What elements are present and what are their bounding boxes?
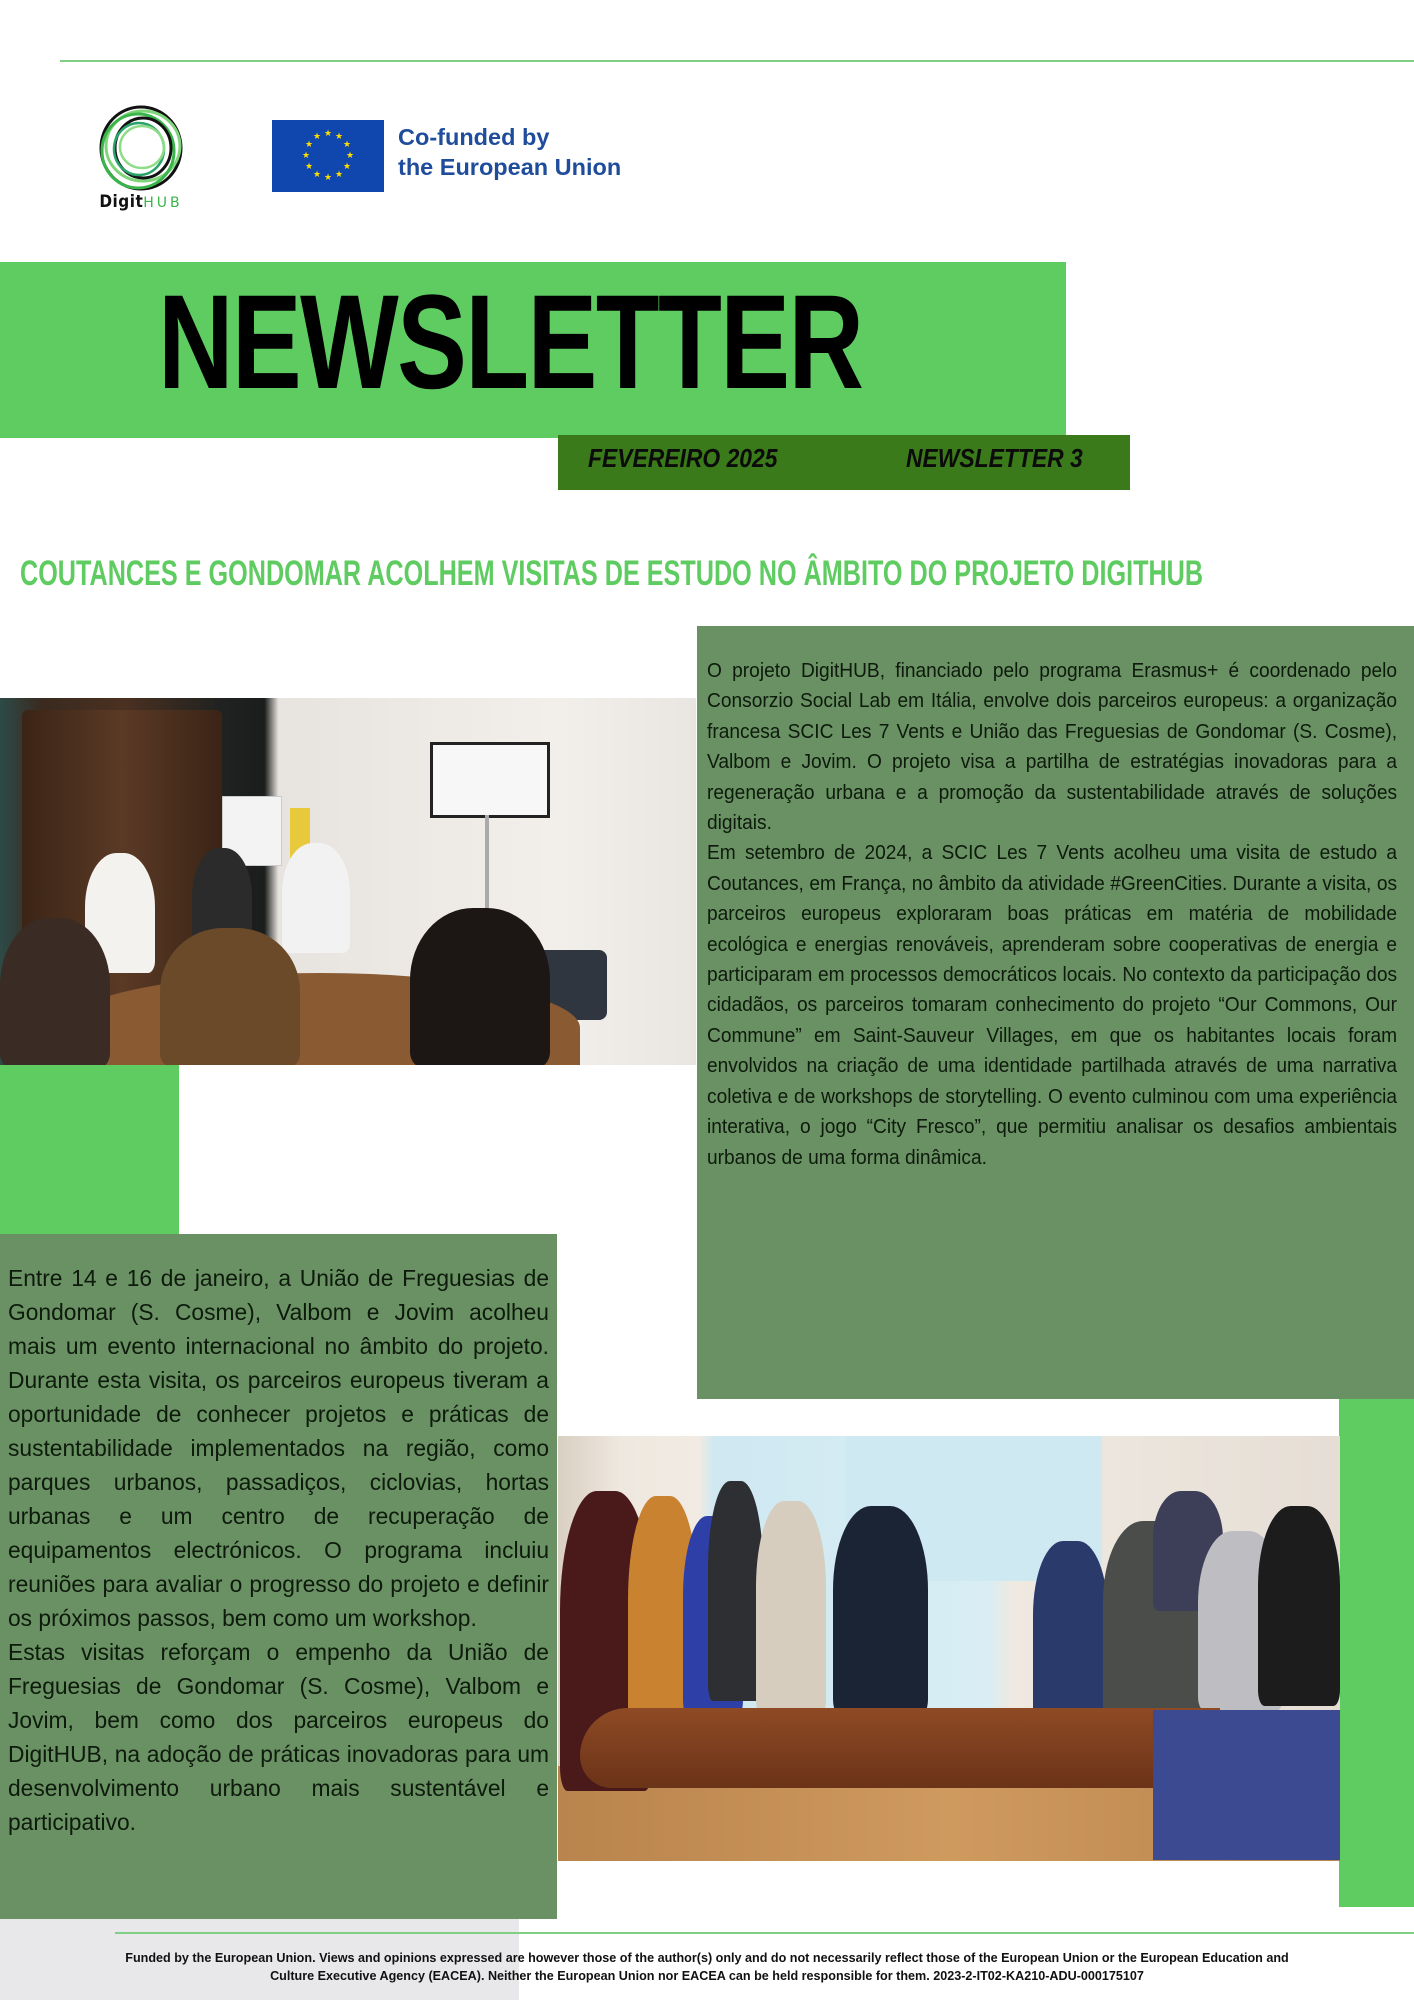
paragraph: Entre 14 e 16 de janeiro, a União de Freguesias de Gondomar (S. Cosme), Valbom e Jovim acolheu mais um evento internacional no âmbito do projeto. Durante esta visita, os parceiros europeus tiveram a oportunidade de conhecer projetos e práticas de sustentabilidade implementados na região, como parques urbanos, passadiços, ciclovias, hortas urbanas e um centro de recuperação de equipamentos electrónicos. O programa incluiu reuniões para avaliar o progresso do projeto e definir os próximos passos, bem como um workshop. <box>8 1265 549 1631</box>
svg-text:★: ★ <box>323 173 333 183</box>
svg-text:★: ★ <box>323 129 333 139</box>
article-box-gondomar <box>0 1234 557 1919</box>
decorative-green-block <box>1339 1399 1414 1907</box>
svg-text:★: ★ <box>342 140 352 150</box>
paragraph: O projeto DigitHUB, financiado pelo programa Erasmus+ é coordenado pelo Consorzio Social Lab em Itália, envolve dois parceiros europeus: a organização francesa SCIC Les 7 Vents e União das Freguesias de Gondomar (S. Cosme), Valbom e Jovim. O projeto visa a partilha de estratégias inovadoras para a regeneração urbana e a promoção da sustentabilidade através de soluções digitais. <box>707 659 1398 835</box>
svg-text:★: ★ <box>342 162 352 172</box>
photo-meeting-coutances <box>0 698 696 1065</box>
footer-divider <box>115 1932 1414 1934</box>
digithub-wordmark: DigitHUB <box>99 192 183 212</box>
decorative-green-block <box>0 1065 179 1235</box>
svg-text:★: ★ <box>301 151 311 161</box>
svg-text:★: ★ <box>312 170 322 180</box>
newsletter-title: NEWSLETTER <box>158 268 863 417</box>
issue-bar <box>558 435 1130 490</box>
svg-text:★: ★ <box>304 162 314 172</box>
svg-text:★: ★ <box>304 140 314 150</box>
photo-group-gondomar <box>558 1436 1340 1861</box>
paragraph: Estas visitas reforçam o empenho da União de Freguesias de Gondomar (S. Cosme), Valbom e Jovim, bem como dos parceiros europeus do DigitHUB, na adoção de práticas inovadoras para um desenvolvimento urbano mais sustentável e participativo. <box>8 1639 549 1835</box>
funding-disclaimer: Funded by the European Union. Views and opinions expressed are however those of the author(s) only and do not necessarily reflect those of the European Union or the European Education and Culture Executive Agency (EACEA). Neither the European Union nor EACEA can be held responsible for them. 2023-2-IT02-KA210-ADU-000175107 <box>125 1951 1289 1983</box>
issue-number: NEWSLETTER 3 <box>906 443 1083 473</box>
article-box-coutances <box>697 626 1414 1399</box>
issue-date: FEVEREIRO 2025 <box>588 443 778 473</box>
article-headline: COUTANCES E GONDOMAR ACOLHEM VISITAS DE ESTUDO NO ÂMBITO DO PROJETO DIGITHUB <box>20 554 1204 593</box>
svg-text:★: ★ <box>345 151 355 161</box>
svg-text:★: ★ <box>334 170 344 180</box>
eu-flag-icon <box>272 120 384 192</box>
svg-text:★: ★ <box>312 132 322 142</box>
digithub-logo <box>96 104 186 218</box>
eu-cofunded-label: Co-funded by the European Union <box>398 124 622 180</box>
svg-text:★: ★ <box>334 132 344 142</box>
paragraph: Em setembro de 2024, a SCIC Les 7 Vents acolheu uma visita de estudo a Coutances, em França, no âmbito da atividade #GreenCities. Durante a visita, os parceiros europeus exploraram boas práticas em matéria de mobilidade ecológica e energias renováveis, aprenderam sobre cooperativas de energia e participaram em processos democráticos locais. No contexto da participação dos cidadãos, os parceiros tomaram conhecimento do projeto “Our Commons, Our Commune” em Saint-Sauveur Villages, em que os habitantes locais foram envolvidos na criação de uma identidade partilhada através de uma narrativa coletiva e de workshops de storytelling. O evento culminou com uma experiência interativa, o jogo “City Fresco”, que permitiu analisar os desafios ambientais urbanos de uma forma dinâmica. <box>707 841 1398 1169</box>
digithub-rings-icon <box>97 104 185 192</box>
top-divider <box>60 60 1414 62</box>
